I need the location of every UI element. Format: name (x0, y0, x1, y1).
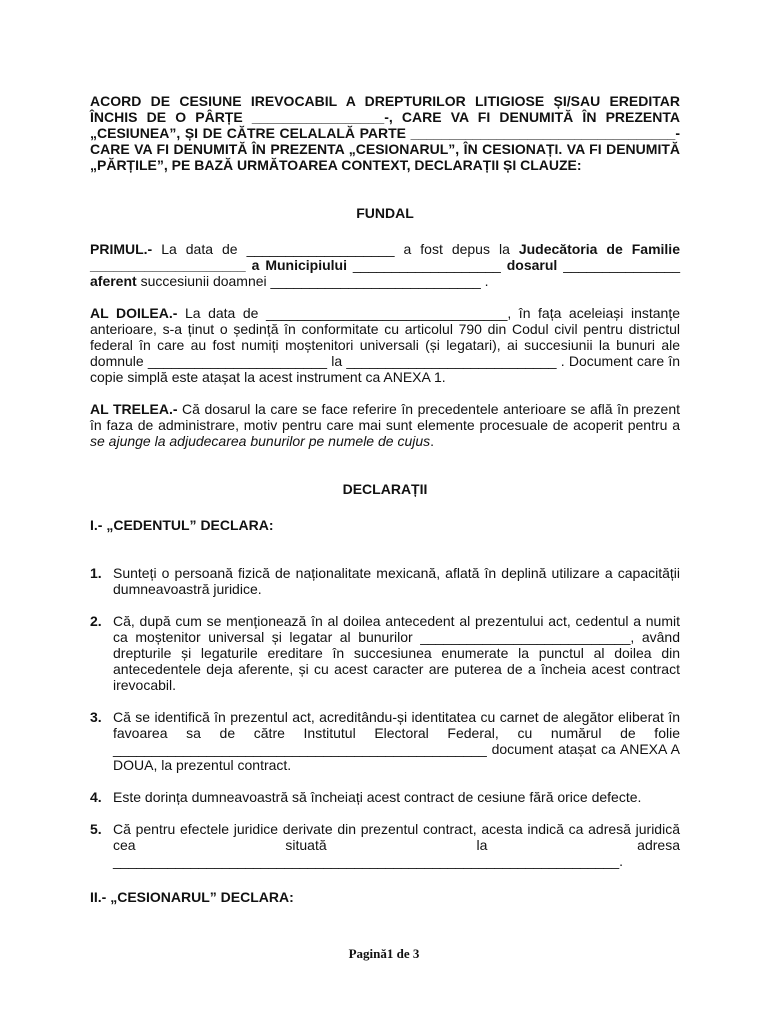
al-doilea-text: La data de _______________________________, în fața aceleiași instanțe anterioare, s-a ținut o ședință în conformitate cu articolul 790 din Codul civil pentru districtul federal în care au fost numiți moștenitori universali (și legatari), ai succesiunii la bunuri ale domnule _______________________ la ___________________________ . Document care în copie simplă este atașat la acest instrument ca ANEXA 1. (90, 305, 680, 385)
al-doilea-label: AL DOILEA.- (90, 305, 178, 321)
al-treilea-end: . (430, 433, 435, 449)
primul-text-2: ___________________ (346, 257, 507, 273)
list-item-text: Că se identifică în prezentul act, acreditându-și identitatea cu carnet de alegător eliberat în favoarea sa de către Institutul Electoral Federal, cu numărul de folie ________________________________________________ document atașat ca ANEXA A DOUA, la prezentul contract. (113, 709, 680, 773)
document-body (90, 93, 680, 905)
primul-bold-3: aferent (90, 273, 137, 289)
paragraph-primul (90, 241, 680, 289)
page-number-footer: Pagină1 de 3 (348, 946, 420, 961)
list-item-text: Sunteți o persoană fizică de naționalitate mexicană, aflată în deplină utilizare a capacității dumneavoastră juridice. (113, 565, 680, 597)
list-item-number: 2. (90, 613, 102, 629)
al-treilea-text: Că dosarul la care se face referire în precedentele anterioare se află în prezent în faza de administrare, motiv pentru care mai sunt elemente procesuale de acoperit pentru a (90, 401, 681, 433)
primul-label: PRIMUL.- (90, 241, 153, 257)
cedent-declarations-list (90, 565, 680, 869)
al-treilea-italic: se ajunge la adjudecarea bunurilor pe numele de cujus (90, 433, 431, 449)
list-item (90, 613, 680, 693)
list-item-number: 3. (90, 709, 102, 725)
list-item (90, 709, 680, 773)
paragraph-al-doilea (90, 305, 680, 385)
paragraph-al-treilea (90, 401, 680, 449)
list-item (90, 565, 680, 597)
primul-bold-2: dosarul (506, 257, 558, 273)
al-treilea-label: AL TRELEA.- (90, 401, 178, 417)
cesionar-heading: II.- „CESIONARUL” DECLARA: (90, 889, 294, 905)
cedent-heading: I.- „CEDENTUL” DECLARA: (90, 517, 274, 533)
document-title: ACORD DE CESIUNE IREVOCABIL A DREPTURILOR LITIGIOSE ȘI/SAU EREDITAR ÎNCHIS DE O PÂRȚE _________________-, CARE VA FI DENUMITĂ ÎN PREZENTA „CESIUNEA”, ȘI DE CĂTRE CELALALĂ PARTE __________________________________- CARE VA FI DENUMITĂ ÎN PREZENTA „CESIONARUL”, ÎN CESIONAȚI. VA FI DENUMITĂ „PĂRȚILE”, PE BAZĂ URMĂTOAREA CONTEXT, DECLARAȚII ȘI CLAUZE: (90, 93, 680, 173)
primul-text-3: _______________ (557, 257, 680, 273)
list-item (90, 789, 680, 805)
primul-text-4: succesiunii doamnei ___________________________ . (136, 273, 489, 289)
list-item-number: 4. (90, 789, 102, 805)
list-item (90, 821, 680, 869)
section-heading-fundal: FUNDAL (356, 205, 414, 221)
list-item-text: Că pentru efectele juridice derivate din prezentul contract, acesta indică ca adresă juridică cea situată la adresa _________________________________________________________________. (113, 821, 680, 869)
list-item-number: 1. (90, 565, 102, 581)
section-heading-declaratii: DECLARAȚII (342, 481, 428, 497)
primul-text-1: La data de ___________________ a fost depus la (152, 241, 519, 257)
primul-bold-1: Judecătoria de Familie ____________________ a Municipiului (90, 241, 680, 273)
list-item-text: Este dorința dumneavoastră să încheiați acest contract de cesiune fără orice defecte. (113, 789, 642, 805)
list-item-number: 5. (90, 821, 102, 837)
list-item-text: Că, după cum se menționează în al doilea antecedent al prezentului act, cedentul a numit ca moștenitor universal și legatar al bunurilor ___________________________, având drepturile și legaturile ereditare în succesiunea enumerate la punctul al doilea din antecedentele deja aferente, și cu acest caracter are puterea de a încheia acest contract irevocabil. (113, 613, 680, 693)
